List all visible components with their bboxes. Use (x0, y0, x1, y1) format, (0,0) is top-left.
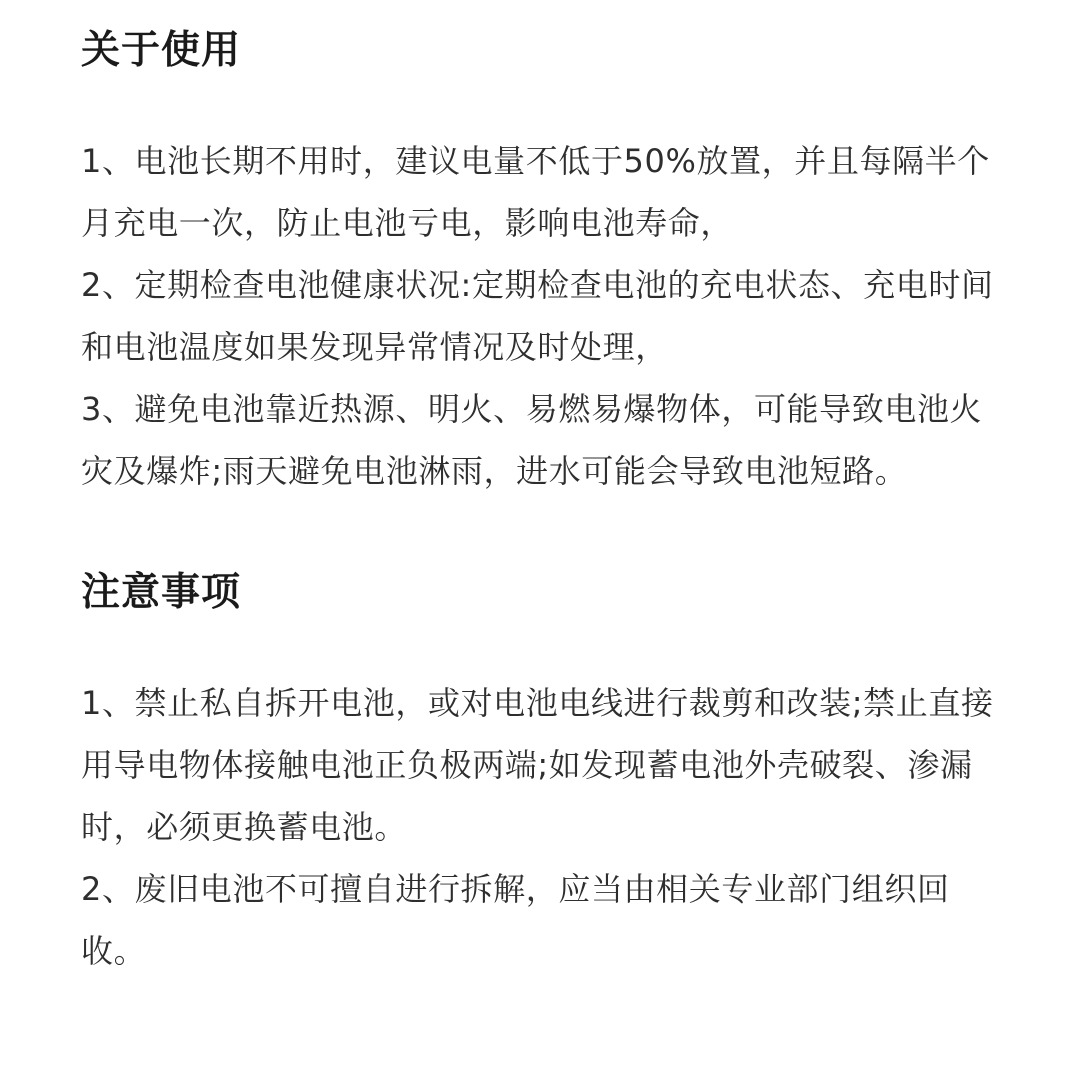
precautions-section (81, 566, 1001, 982)
usage-item-2: 2、定期检查电池健康状况:定期检查电池的充电状态、充电时间和电池温度如果发现异常情况及时处理， (81, 266, 994, 366)
precautions-item-1: 1、禁止私自拆开电池，或对电池电线进行裁剪和改装;禁止直接用导电物体接触电池正负极两端;如发现蓄电池外壳破裂、渗漏时，必须更换蓄电池。 (81, 684, 994, 846)
precautions-heading: 注意事项 (81, 570, 242, 615)
precautions-item-2: 2、废旧电池不可擅自进行拆解，应当由相关专业部门组织回收。 (81, 870, 950, 970)
usage-heading: 关于使用 (81, 28, 242, 73)
precautions-list (81, 672, 1001, 982)
usage-section (81, 24, 1001, 502)
usage-item-1: 1、电池长期不用时，建议电量不低于50%放置，并且每隔半个月充电一次，防止电池亏电，影响电池寿命， (81, 142, 990, 242)
usage-list (81, 130, 1001, 502)
usage-item-3: 3、避免电池靠近热源、明火、易燃易爆物体，可能导致电池火灾及爆炸;雨天避免电池淋雨，进水可能会导致电池短路。 (81, 390, 983, 490)
